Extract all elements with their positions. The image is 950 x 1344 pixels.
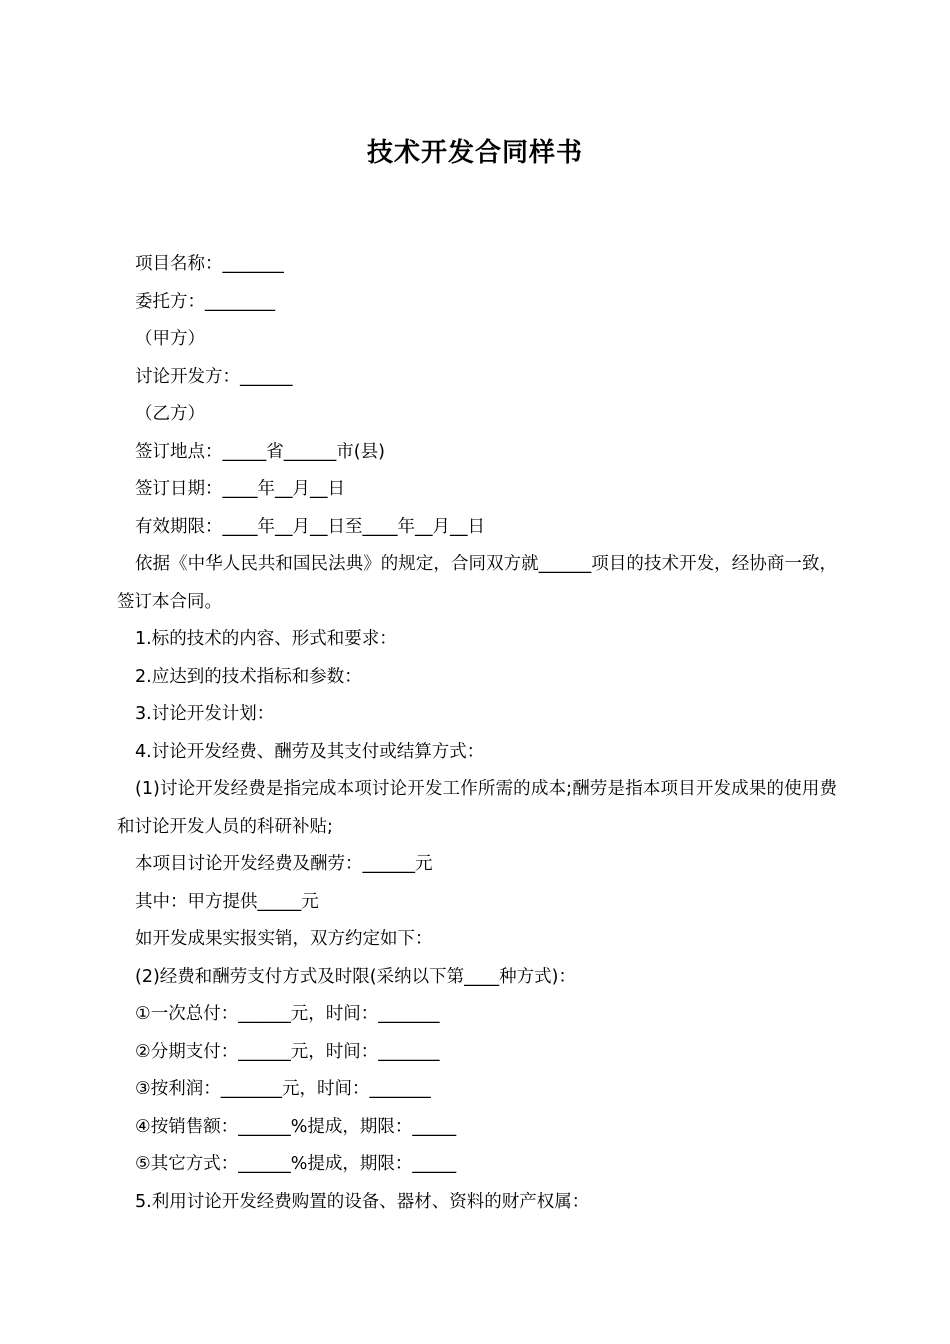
- section-item: 其中：甲方提供_____元: [135, 891, 319, 912]
- section-item: 如开发成果实报实销，双方约定如下：: [135, 929, 433, 949]
- clause-paragraph: (1)讨论开发经费是指完成本项讨论开发工作所需的成本;酬劳是指本项目开发成果的使用费和讨论开发人员的科研补贴;: [117, 779, 837, 837]
- payment-option: ④按销售额：______%提成，期限：_____: [135, 1116, 457, 1137]
- field-signing-date: 签订日期：____年__月__日: [135, 479, 345, 499]
- section-item: (2)经费和酬劳支付方式及时限(采纳以下第____种方式)：: [135, 966, 576, 987]
- document-title: 技术开发合同样书: [366, 138, 583, 168]
- payment-option: ⑤其它方式：______%提成，期限：_____: [135, 1154, 457, 1174]
- field-developer: 讨论开发方：______: [135, 366, 293, 387]
- section-item: 1.标的技术的内容、形式和要求：: [135, 629, 397, 649]
- payment-option: ③按利润：_______元，时间：_______: [135, 1079, 431, 1099]
- payment-option: ①一次总付：______元，时间：_______: [135, 1004, 440, 1024]
- section-item: 5.利用讨论开发经费购置的设备、器材、资料的财产权属：: [135, 1191, 590, 1212]
- section-item: 2.应达到的技术指标和参数：: [135, 666, 362, 687]
- document-body: [117, 246, 837, 1221]
- field-validity-period: 有效期限：____年__月__日至____年__月__日: [135, 516, 485, 537]
- section-item: 本项目讨论开发经费及酬劳：______元: [135, 854, 433, 874]
- intro-paragraph: 依据《中华人民共和国民法典》的规定，合同双方就______项目的技术开发，经协商一致，签订本合同。: [117, 554, 837, 612]
- party-a-label: （甲方）: [135, 329, 205, 349]
- payment-option: ②分期支付：______元，时间：_______: [135, 1041, 440, 1062]
- party-b-label: （乙方）: [135, 404, 205, 424]
- field-signing-place: 签订地点：_____省______市(县): [135, 441, 385, 462]
- field-client: 委托方：________: [135, 291, 275, 312]
- section-item: 4.讨论开发经费、酬劳及其支付或结算方式：: [135, 741, 485, 762]
- section-item: 3.讨论开发计划：: [135, 704, 275, 724]
- field-project-name: 项目名称：_______: [135, 254, 284, 274]
